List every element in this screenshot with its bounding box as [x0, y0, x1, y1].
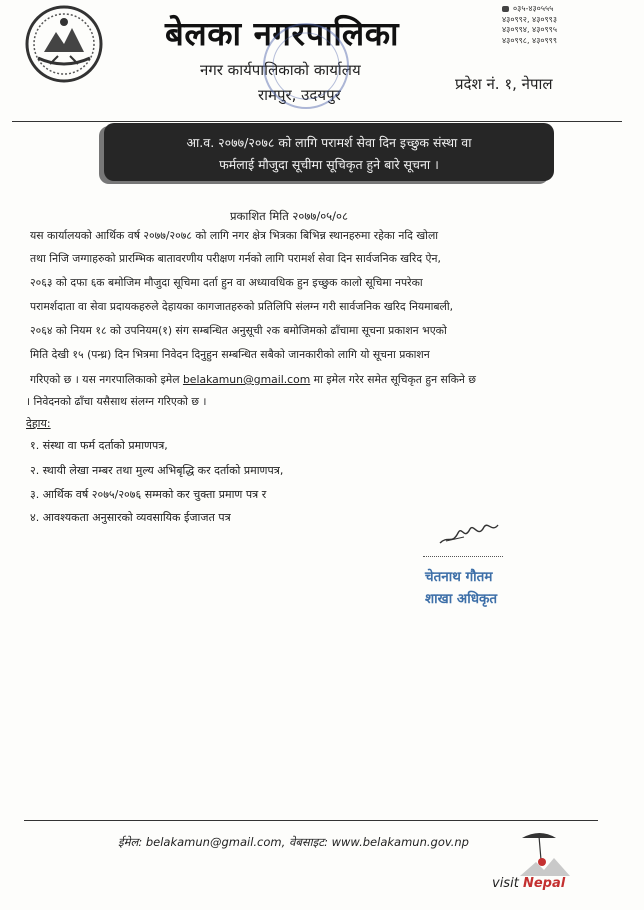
attachment-item: १. संस्था वा फर्म दर्ताको प्रमाणपत्र,: [30, 439, 168, 452]
body-line: [30, 372, 476, 387]
phone-line: ४३०९९४, ४३०९९५: [502, 25, 558, 34]
footer-divider: [24, 820, 598, 821]
body-line: मिति देखी १५ (पन्ध्र) दिन भित्रमा निवेदन दिनुहुन सम्बन्धित सबैको जानकारीको लागि यो सूचना प्रकाशन: [30, 348, 430, 361]
office-name: नगर कार्यपालिकाको कार्यालय: [200, 61, 361, 79]
nepal-text: Nepal: [522, 876, 566, 891]
body-line: । निवेदनको ढाँचा यसैसाथ संलग्न गरिएको छ ।: [26, 395, 207, 408]
body-line: तथा निजि जग्गाहरुको प्रारम्भिक बातावरणीय परीक्षण गर्नको लागि परामर्श सेवा दिन सार्वजनिक खरिद ऐन,: [30, 252, 441, 265]
header-divider: [12, 121, 622, 122]
phone-numbers: [502, 4, 557, 46]
email-link[interactable]: belakamun@gmail.com: [182, 373, 311, 386]
footer-contact: [118, 835, 469, 850]
notice-title-line1: आ.व. २०७७/२०७८ को लागि परामर्श सेवा दिन इच्छुक संस्था वा: [186, 135, 472, 150]
office-address: रामपुर, उदयपुर: [258, 86, 341, 104]
footer-website-label: वेबसाइट:: [288, 835, 328, 849]
org-name: बेलका नगरपालिका: [165, 14, 400, 53]
body-text: गरिएको छ । यस नगरपालिकाको इमेल: [30, 373, 183, 386]
notice-title-line2: फर्मलाई मौजुदा सूचीमा सूचिकृत हुने बारे सूचना ।: [219, 157, 439, 172]
signature: [438, 519, 500, 547]
attachments-heading: देहाय:: [26, 417, 51, 430]
signer-name: चेतनाथ गौतम: [425, 569, 493, 585]
body-text: मा इमेल गरेर समेत सूचिकृत हुन सकिने छ: [310, 373, 476, 386]
signature-line: [423, 556, 503, 557]
attachment-item: ३. आर्थिक वर्ष २०७५/२०७६ सम्मको कर चुक्ता प्रमाण पत्र र: [30, 488, 267, 501]
phone-icon: [502, 6, 509, 12]
nepal-emblem-icon: [24, 4, 104, 84]
visit-text: visit: [492, 876, 519, 891]
footer-email[interactable]: belakamun@gmail.com,: [145, 835, 286, 849]
phone-line: ४३०९९२, ४३०९९३: [502, 14, 558, 24]
phone-line: ०३५-४३०५५५: [513, 4, 554, 13]
body-line: परामर्शदाता वा सेवा प्रदायकहरुले देहायका कागजातहरुको प्रतिलिपि संलग्न गरी सार्वजनिक खरिद नियमाबली,: [30, 300, 454, 313]
province: प्रदेश नं. १, नेपाल: [455, 75, 553, 93]
office-stamp: [260, 20, 352, 112]
body-line: २०६३ को दफा ६क बमोजिम मौजुदा सूचिमा दर्ता हुन वा अध्यावधिक हुन इच्छुक कालो सूचिमा नपरेका: [30, 276, 423, 289]
body-line: यस कार्यालयको आर्थिक वर्ष २०७७/२०७८ को लागि नगर क्षेत्र भित्रका बिभिन्न स्थानहरुमा रहेका नदि खोला: [30, 229, 439, 242]
phone-line: ४३०९९८, ४३०९९९: [502, 35, 558, 45]
attachment-item: २. स्थायी लेखा नम्बर तथा मुल्य अभिबृद्धि कर दर्ताको प्रमाणपत्र,: [30, 464, 284, 477]
published-date: प्रकाशित मिति २०७७/०५/०८: [230, 209, 348, 223]
footer-website[interactable]: www.belakamun.gov.np: [331, 835, 469, 849]
attachment-item: ४. आवश्यकता अनुसारको व्यवसायिक ईजाजत पत्र: [30, 511, 231, 524]
visit-nepal-text: [492, 876, 565, 891]
signer-title: शाखा अधिकृत: [425, 591, 498, 607]
footer-email-label: ईमेल:: [118, 835, 143, 849]
body-line: २०६४ को नियम १८ को उपनियम(१) संग सम्बन्धित अनुसूची २क बमोजिमको ढाँचामा सूचना प्रकाशन भएको: [30, 324, 447, 337]
